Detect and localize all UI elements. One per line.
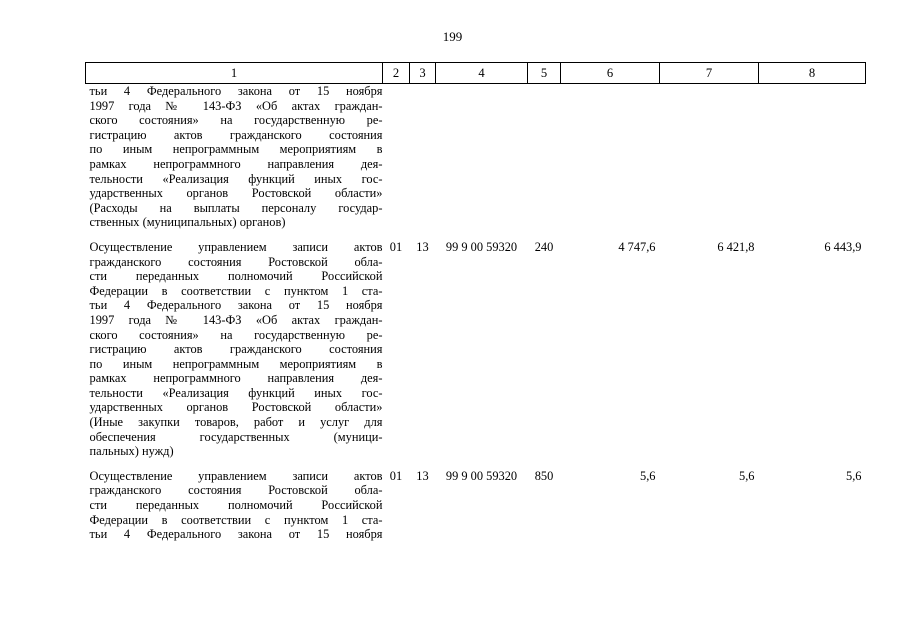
description-line: гистрацию актов гражданского состояния bbox=[89, 342, 383, 357]
amount-col-6: 5,6 bbox=[640, 468, 656, 483]
description-line: гражданского состояния Ростовской обла- bbox=[89, 483, 383, 498]
row-description bbox=[86, 84, 383, 238]
amount-col-8: 5,6 bbox=[846, 468, 862, 483]
expense-type-code: 850 bbox=[534, 468, 554, 483]
description-line: гистрацию актов гражданского состояния bbox=[89, 127, 383, 142]
page-number: 199 bbox=[442, 29, 463, 44]
row-description bbox=[86, 467, 383, 542]
description-line: рамках непрограммного направления дея- bbox=[89, 156, 383, 171]
description-line: (Расходы на выплаты персоналу государ- bbox=[89, 200, 383, 215]
column-number-2: 2 bbox=[383, 63, 410, 84]
column-number-6: 6 bbox=[561, 63, 660, 84]
description-line: ского состояния» на государственную ре- bbox=[89, 113, 383, 128]
description-line: тьи 4 Федерального закона от 15 ноября bbox=[89, 84, 383, 98]
expense-type-code bbox=[528, 84, 561, 238]
description-line: ударственных органов Ростовской области» bbox=[89, 186, 383, 201]
table-row bbox=[86, 238, 866, 467]
expense-type-code: 240 bbox=[534, 239, 554, 254]
subsection-code: 13 bbox=[416, 239, 429, 254]
amount-col-7: 5,6 bbox=[739, 468, 755, 483]
description-line: по иным непрограммным мероприятиям в bbox=[89, 356, 383, 371]
description-line: рамках непрограммного направления дея- bbox=[89, 371, 383, 386]
table-row bbox=[86, 84, 866, 238]
description-line: по иным непрограммным мероприятиям в bbox=[89, 142, 383, 157]
amount-col-6: 4 747,6 bbox=[618, 239, 656, 254]
description-line: ственных (муниципальных) органов) bbox=[89, 215, 286, 230]
section-code bbox=[383, 84, 410, 238]
target-article-code: 99 9 00 59320 bbox=[445, 468, 518, 483]
row-description bbox=[86, 238, 383, 467]
description-line: 1997 года № 143-ФЗ «Об актах граждан- bbox=[89, 312, 383, 327]
description-line: Федерации в соответствии с пунктом 1 ста- bbox=[89, 512, 383, 527]
description-line: тьи 4 Федерального закона от 15 ноября bbox=[89, 298, 383, 313]
amount-col-8: 6 443,9 bbox=[824, 239, 862, 254]
description-line: обеспечения государственных (муници- bbox=[89, 429, 383, 444]
description-line: ского состояния» на государственную ре- bbox=[89, 327, 383, 342]
column-number-3: 3 bbox=[410, 63, 436, 84]
description-line: сти переданных полномочий Российской bbox=[89, 498, 383, 513]
subsection-code bbox=[410, 84, 436, 238]
description-line: ударственных органов Ростовской области» bbox=[89, 400, 383, 415]
description-line: Осуществление управлением записи актов bbox=[89, 468, 383, 483]
subsection-code: 13 bbox=[416, 468, 429, 483]
description-line: гражданского состояния Ростовской обла- bbox=[89, 254, 383, 269]
column-number-row bbox=[86, 63, 866, 84]
section-code: 01 bbox=[389, 468, 403, 483]
description-line: тельности «Реализация функций иных гос- bbox=[89, 171, 383, 186]
description-line: (Иные закупки товаров, работ и услуг для bbox=[89, 415, 383, 430]
column-number-4: 4 bbox=[436, 63, 528, 84]
description-line: сти переданных полномочий Российской bbox=[89, 269, 383, 284]
section-code: 01 bbox=[389, 239, 403, 254]
target-article-code: 99 9 00 59320 bbox=[445, 239, 518, 254]
description-line: Осуществление управлением записи актов bbox=[89, 239, 383, 254]
description-line: пальных) нужд) bbox=[89, 444, 174, 459]
amount-col-7 bbox=[660, 84, 759, 238]
amount-col-8 bbox=[759, 84, 866, 238]
budget-table bbox=[85, 62, 866, 542]
target-article-code bbox=[436, 84, 528, 238]
amount-col-6 bbox=[561, 84, 660, 238]
column-number-7: 7 bbox=[660, 63, 759, 84]
table-row bbox=[86, 467, 866, 542]
description-line: тельности «Реализация функций иных гос- bbox=[89, 385, 383, 400]
column-number-5: 5 bbox=[528, 63, 561, 84]
amount-col-7: 6 421,8 bbox=[717, 239, 755, 254]
description-line: Федерации в соответствии с пунктом 1 ста- bbox=[89, 283, 383, 298]
description-line: тьи 4 Федерального закона от 15 ноября bbox=[89, 527, 383, 542]
column-number-1: 1 bbox=[86, 63, 383, 84]
column-number-8: 8 bbox=[759, 63, 866, 84]
description-line: 1997 года № 143-ФЗ «Об актах граждан- bbox=[89, 98, 383, 113]
